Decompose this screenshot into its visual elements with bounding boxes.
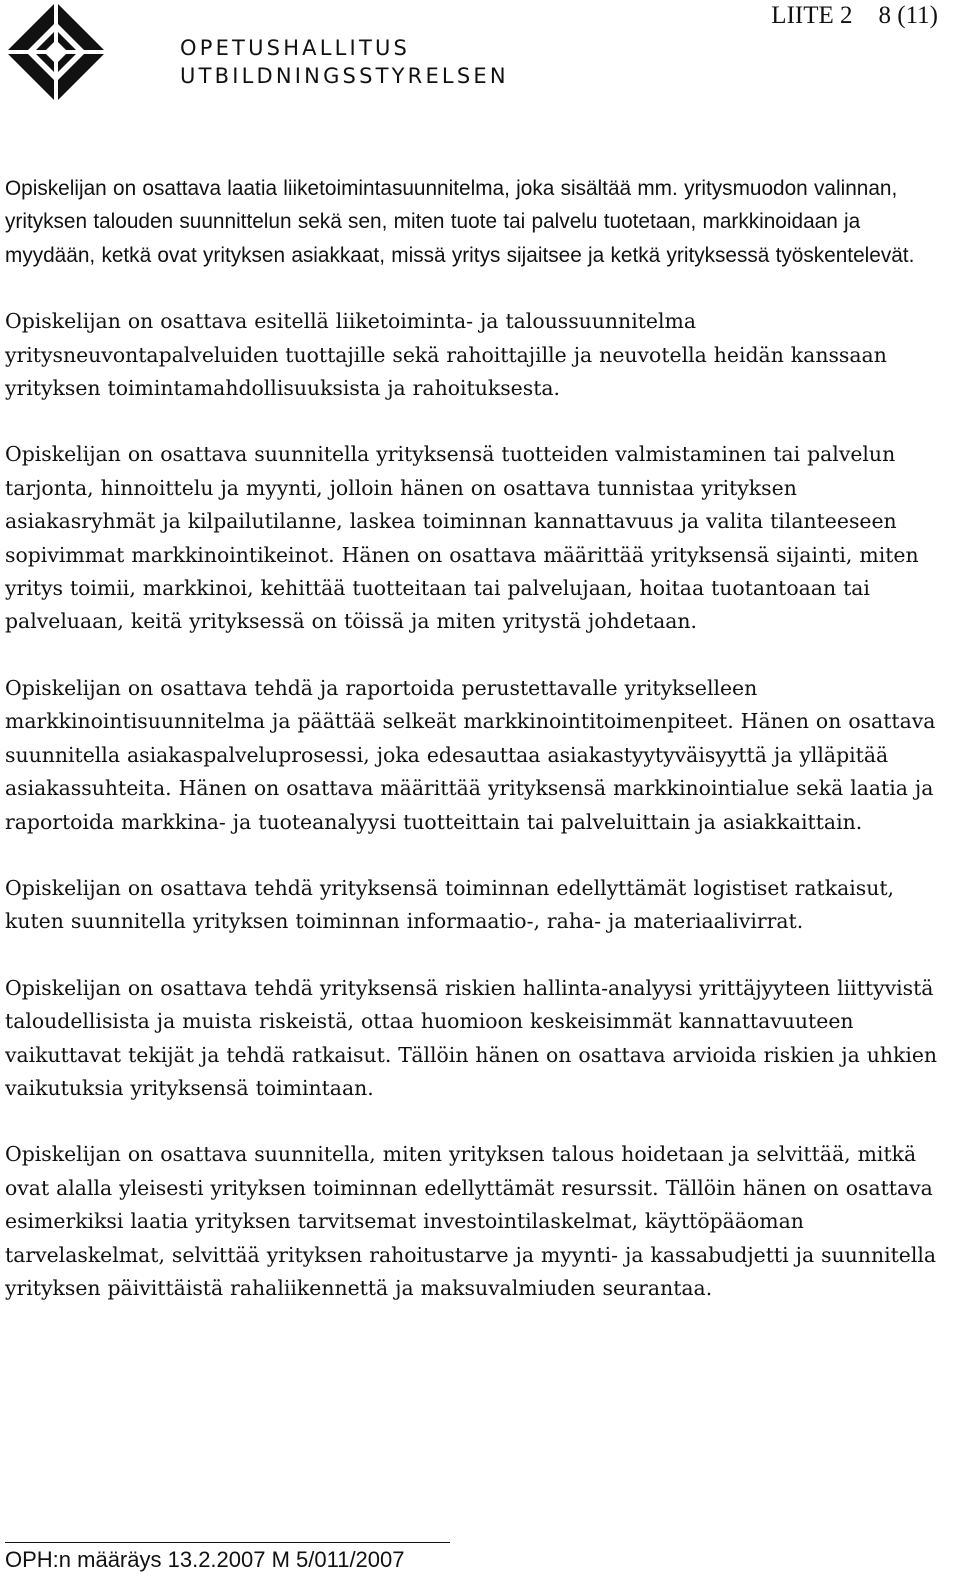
page-header-right (771, 2, 938, 30)
organization-name-sv: UTBILDNINGSSTYRELSEN (180, 64, 509, 88)
appendix-label: LIITE 2 (771, 2, 853, 29)
footer-divider (5, 1542, 450, 1543)
paragraph-4: Opiskelijan on osattava tehdä ja raportoida perustettavalle yritykselleen markkinointisuunnitelma ja päättää selkeät markkinointitoimenpiteet. Hänen on osattava suunnitella asiakaspalveluprosessi, joka edesauttaa asiakastyytyväisyyttä ja ylläpitää asiakassuhteita. Hänen on osattava määrittää yrityksensä markkinointialue sekä laatia ja raportoida markkina- ja tuoteanalyysi tuotteittain tai palveluittain ja asiakkaittain. (5, 675, 936, 834)
paragraph-3: Opiskelijan on osattava suunnitella yrityksensä tuotteiden valmistaminen tai palvelun tarjonta, hinnoittelu ja myynti, jolloin hänen on osattava tunnistaa yrityksen asiakasryhmät ja kilpailutilanne, laskea toiminnan kannattavuus ja valita tilanteeseen sopivimmat markkinointikeinot. Hänen on osattava määrittää yrityksensä sijainti, miten yritys toimii, markkinoi, kehittää tuotteitaan tai palvelujaan, hoitaa tuotantoaan tai palveluaan, keitä yrityksessä on töissä ja miten yritystä johdetaan. (5, 442, 919, 634)
opetushallitus-logo-icon (4, 0, 108, 104)
paragraph-1: Opiskelijan on osattava laatia liiketoimintasuunnitelma, joka sisältää mm. yritysmuodon valinnan, yrityksen talouden suunnittelun sekä sen, miten tuote tai palvelu tuotetaan, markkinoidaan ja myydään, ketkä ovat yrityksen asiakkaat, missä yritys sijaitsee ja ketkä yrityksessä työskentelevät. (5, 177, 915, 267)
footer-reference: OPH:n määräys 13.2.2007 M 5/011/2007 (5, 1547, 405, 1572)
paragraph-6: Opiskelijan on osattava tehdä yrityksensä riskien hallinta-analyysi yrittäjyyteen liittyvistä taloudellisista ja muista riskeistä, ottaa huomioon keskeisimmät kannattavuuteen vaikuttavat tekijät ja tehdä ratkaisut. Tällöin hänen on osattava arvioida riskien ja uhkien vaikutuksia yrityksensä toimintaan. (5, 975, 938, 1100)
page-number: 8 (11) (878, 2, 938, 29)
document-body (5, 172, 945, 1338)
paragraph-2: Opiskelijan on osattava esitellä liiketoiminta- ja taloussuunnitelma yritysneuvontapalveluiden tuottajille sekä rahoittajille ja neuvotella heidän kanssaan yrityksen toimintamahdollisuuksista ja rahoituksesta. (5, 309, 887, 401)
paragraph-5: Opiskelijan on osattava tehdä yrityksensä toiminnan edellyttämät logistiset ratkaisut, kuten suunnitella yrityksen toiminnan informaatio-, raha- ja materiaalivirrat. (5, 875, 895, 934)
organization-name-fi: OPETUSHALLITUS (180, 36, 411, 60)
paragraph-7: Opiskelijan on osattava suunnitella, miten yrityksen talous hoidetaan ja selvittää, mitkä ovat alalla yleisesti yrityksen toiminnan edellyttämät resurssit. Tällöin hänen on osattava esimerkiksi laatia yrityksen tarvitsemat investointilaskelmat, käyttöpääoman tarvelaskelmat, selvittää yrityksen rahoitustarve ja myynti- ja kassabudjetti ja suunnitella yrityksen päivittäistä rahaliikennettä ja maksuvalmiuden seurantaa. (5, 1142, 937, 1300)
